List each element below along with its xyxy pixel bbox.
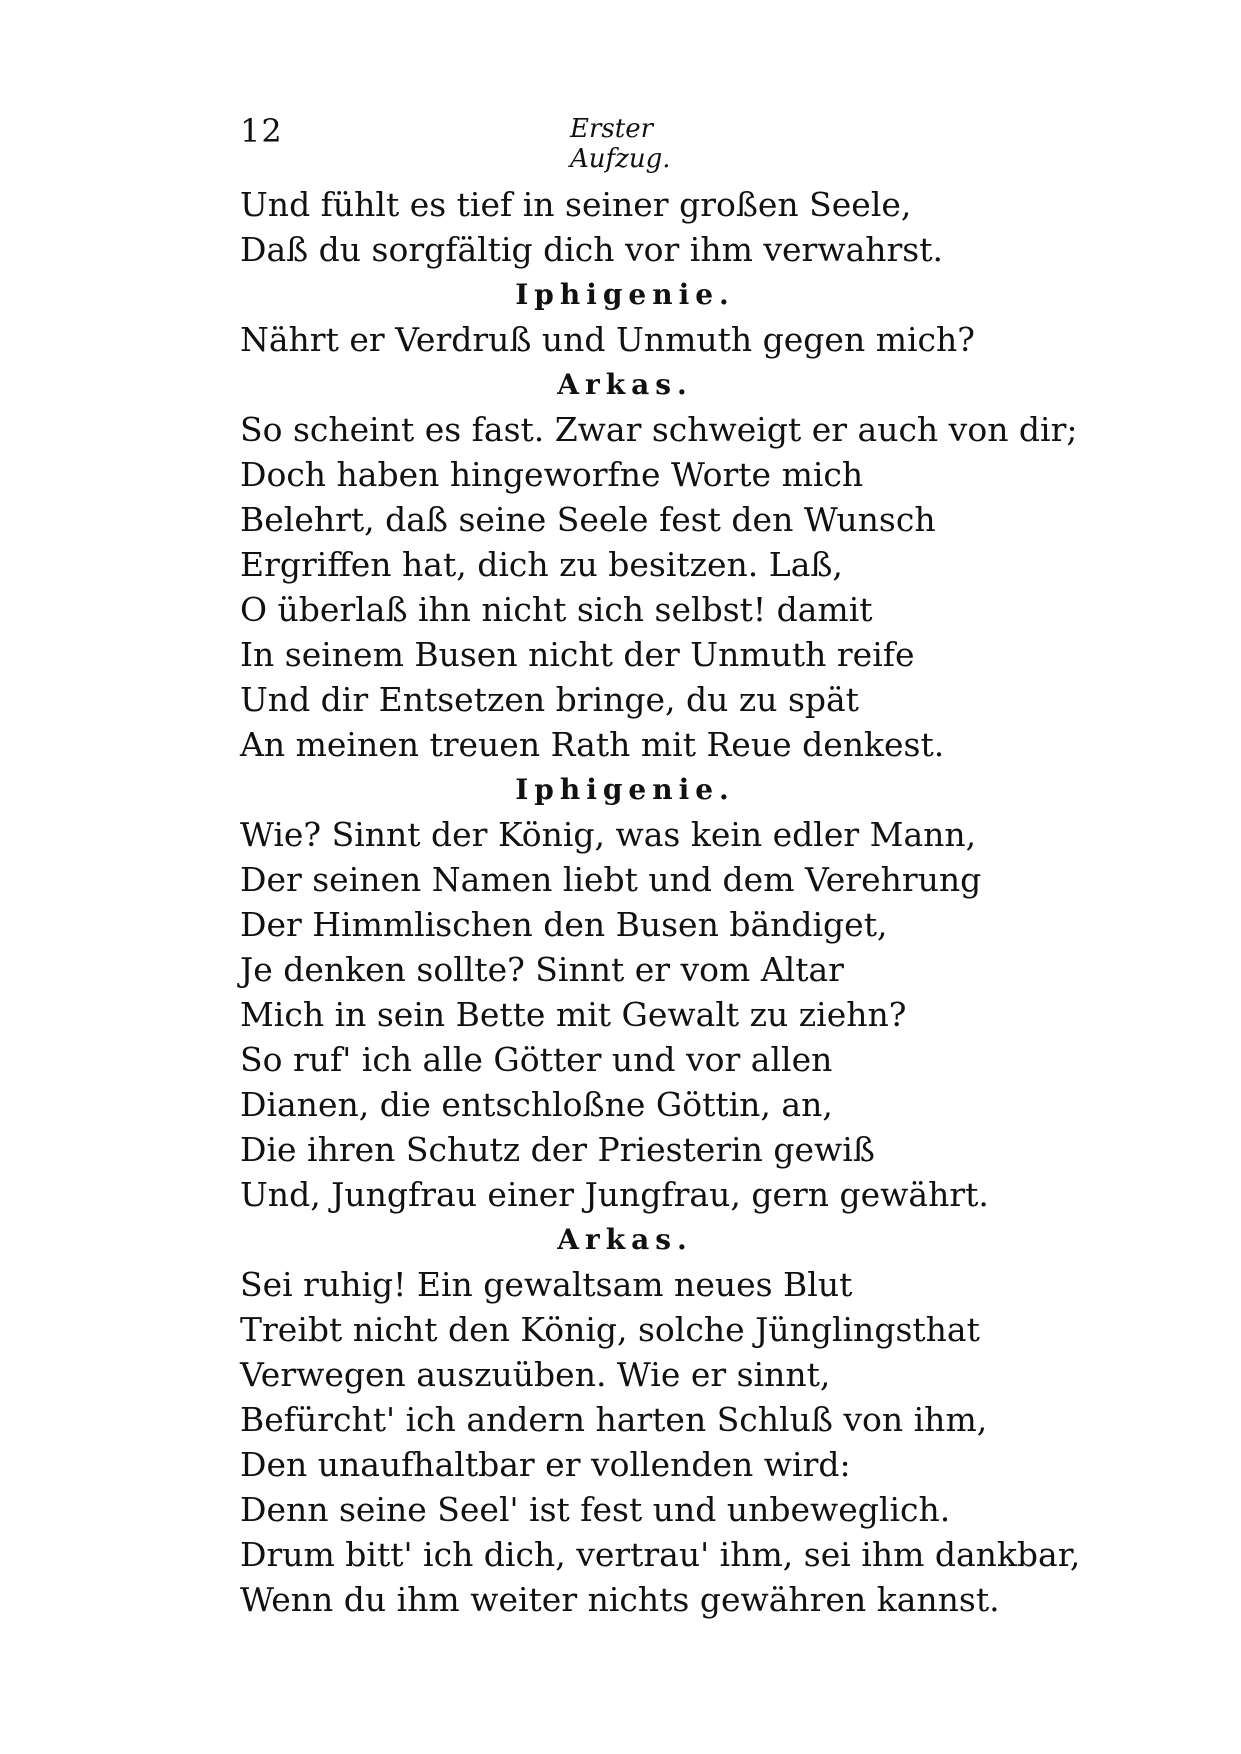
speaker-heading: Arkas.: [557, 368, 693, 401]
verse-line: Und, Jungfrau einer Jungfrau, gern gewährt.: [240, 1175, 989, 1214]
verse-text-block: [240, 182, 1081, 1622]
verse-line: Und fühlt es tief in seiner großen Seele,: [240, 185, 912, 224]
verse-line: Ergriffen hat, dich zu besitzen. Laß,: [240, 545, 843, 584]
verse-line: Der Himmlischen den Busen bändiget,: [240, 905, 888, 944]
verse-line: Wie? Sinnt der König, was kein edler Mann,: [240, 815, 977, 854]
verse-line: Die ihren Schutz der Priesterin gewiß: [240, 1130, 875, 1169]
verse-line: Drum bitt' ich dich, vertrau' ihm, sei ihm dankbar,: [240, 1535, 1081, 1574]
verse-line: Befürcht' ich andern harten Schluß von ihm,: [240, 1400, 988, 1439]
verse-line: O überlaß ihn nicht sich selbst! damit: [240, 590, 873, 629]
verse-line: In seinem Busen nicht der Unmuth reife: [240, 635, 915, 674]
verse-line: Wenn du ihm weiter nichts gewähren kannst.: [240, 1580, 1000, 1619]
verse-line: So ruf' ich alle Götter und vor allen: [240, 1040, 833, 1079]
verse-line: So scheint es fast. Zwar schweigt er auch von dir;: [240, 410, 1078, 449]
speaker-heading: Iphigenie.: [515, 278, 735, 311]
verse-line: Doch haben hingeworfne Worte mich: [240, 455, 864, 494]
verse-line: Treibt nicht den König, solche Jünglingsthat: [240, 1310, 980, 1349]
verse-line: Denn seine Seel' ist fest und unbeweglich.: [240, 1490, 951, 1529]
verse-line: Belehrt, daß seine Seele fest den Wunsch: [240, 500, 936, 539]
verse-line: Verwegen auszuüben. Wie er sinnt,: [240, 1355, 831, 1394]
verse-line: Dianen, die entschloßne Göttin, an,: [240, 1085, 833, 1124]
verse-line: Je denken sollte? Sinnt er vom Altar: [240, 950, 844, 989]
verse-line: Daß du sorgfältig dich vor ihm verwahrst.: [240, 230, 943, 269]
verse-line: Nährt er Verdruß und Unmuth gegen mich?: [240, 320, 975, 359]
verse-line: Der seinen Namen liebt und dem Verehrung: [240, 860, 982, 899]
page-header: [240, 112, 760, 174]
verse-line: Sei ruhig! Ein gewaltsam neues Blut: [240, 1265, 853, 1304]
speaker-heading: Iphigenie.: [515, 773, 735, 806]
running-head: Erster Aufzug.: [570, 114, 671, 174]
verse-line: Und dir Entsetzen bringe, du zu spät: [240, 680, 859, 719]
verse-line: An meinen treuen Rath mit Reue denkest.: [240, 725, 945, 764]
speaker-heading: Arkas.: [557, 1223, 693, 1256]
verse-line: Mich in sein Bette mit Gewalt zu ziehn?: [240, 995, 907, 1034]
verse-line: Den unaufhaltbar er vollenden wird:: [240, 1445, 851, 1484]
page-number: 12: [240, 112, 283, 150]
